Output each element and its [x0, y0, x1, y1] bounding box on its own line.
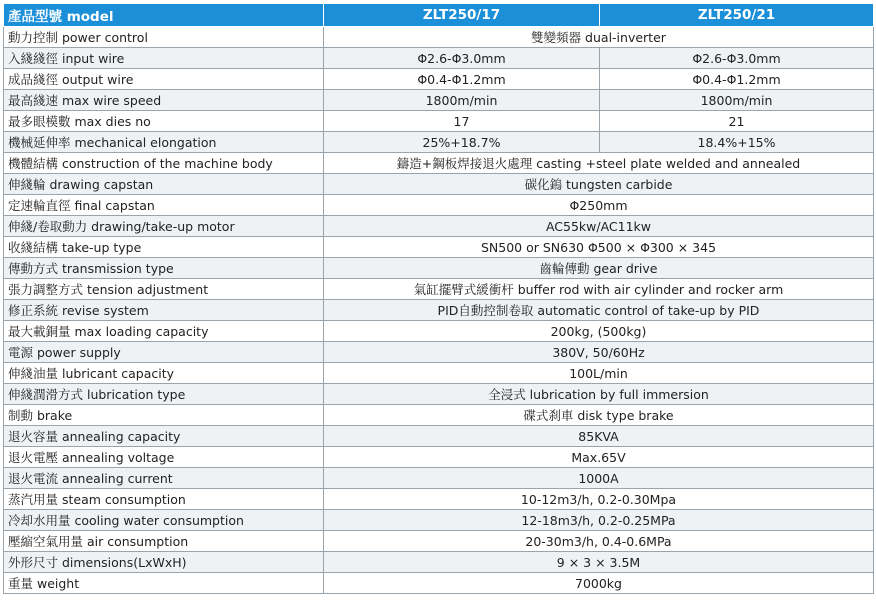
table-row [4, 426, 874, 447]
spec-value-shared: 碟式刹車 disk type brake [324, 405, 874, 426]
spec-label: 制動 brake [4, 405, 324, 426]
spec-label: 機體結構 construction of the machine body [4, 153, 324, 174]
spec-label: 傳動方式 transmission type [4, 258, 324, 279]
header-row [4, 4, 874, 27]
spec-value-shared: AC55kw/AC11kw [324, 216, 874, 237]
table-row [4, 489, 874, 510]
table-row [4, 468, 874, 489]
spec-value-b: Φ2.6-Φ3.0mm [600, 48, 874, 69]
spec-value-b: 21 [600, 111, 874, 132]
table-row [4, 237, 874, 258]
model-b-header: ZLT250/21 [600, 4, 874, 27]
spec-value-shared: 100L/min [324, 363, 874, 384]
model-a-header: ZLT250/17 [324, 4, 600, 27]
spec-value-shared: 1000A [324, 468, 874, 489]
spec-label: 冷却水用量 cooling water consumption [4, 510, 324, 531]
spec-value-shared: PID自動控制卷取 automatic control of take-up by PID [324, 300, 874, 321]
table-row [4, 153, 874, 174]
spec-label: 定速輪直徑 final capstan [4, 195, 324, 216]
table-row [4, 384, 874, 405]
spec-value-shared: 200kg, (500kg) [324, 321, 874, 342]
spec-value-shared: 12-18m3/h, 0.2-0.25MPa [324, 510, 874, 531]
spec-value-a: 17 [324, 111, 600, 132]
spec-value-a: 1800m/min [324, 90, 600, 111]
spec-value-shared: Max.65V [324, 447, 874, 468]
spec-label: 修正系統 revise system [4, 300, 324, 321]
table-row [4, 195, 874, 216]
table-row [4, 48, 874, 69]
spec-value-shared: 20-30m3/h, 0.4-0.6MPa [324, 531, 874, 552]
spec-label: 入綫綫徑 input wire [4, 48, 324, 69]
spec-label: 伸綫輪 drawing capstan [4, 174, 324, 195]
spec-value-shared: 碳化鎢 tungsten carbide [324, 174, 874, 195]
spec-value-shared: Φ250mm [324, 195, 874, 216]
spec-label: 重量 weight [4, 573, 324, 594]
table-row [4, 132, 874, 153]
spec-table [3, 3, 874, 594]
table-row [4, 300, 874, 321]
spec-label: 壓縮空氣用量 air consumption [4, 531, 324, 552]
spec-value-shared: 9 × 3 × 3.5M [324, 552, 874, 573]
spec-body [4, 27, 874, 594]
spec-label: 電源 power supply [4, 342, 324, 363]
spec-value-shared: 鑄造+鋼板焊接退火處理 casting +steel plate welded and annealed [324, 153, 874, 174]
spec-value-shared: 齒輪傳動 gear drive [324, 258, 874, 279]
spec-value-shared: SN500 or SN630 Φ500 × Φ300 × 345 [324, 237, 874, 258]
spec-label: 成品綫徑 output wire [4, 69, 324, 90]
spec-value-b: Φ0.4-Φ1.2mm [600, 69, 874, 90]
table-row [4, 90, 874, 111]
table-row [4, 279, 874, 300]
table-row [4, 111, 874, 132]
spec-value-shared: 10-12m3/h, 0.2-0.30Mpa [324, 489, 874, 510]
table-row [4, 447, 874, 468]
table-row [4, 321, 874, 342]
spec-label: 退火容量 annealing capacity [4, 426, 324, 447]
spec-value-shared: 雙變頻器 dual-inverter [324, 27, 874, 48]
table-row [4, 363, 874, 384]
spec-value-b: 18.4%+15% [600, 132, 874, 153]
spec-value-shared: 氣缸擺臂式緩衝杆 buffer rod with air cylinder and rocker arm [324, 279, 874, 300]
table-row [4, 258, 874, 279]
spec-label: 最多眼模數 max dies no [4, 111, 324, 132]
table-row [4, 342, 874, 363]
table-row [4, 510, 874, 531]
spec-label: 伸綫/卷取動力 drawing/take-up motor [4, 216, 324, 237]
spec-label: 伸綫油量 lubricant capacity [4, 363, 324, 384]
spec-label: 蒸汽用量 steam consumption [4, 489, 324, 510]
spec-label: 退火電流 annealing current [4, 468, 324, 489]
table-row [4, 27, 874, 48]
spec-value-a: Φ0.4-Φ1.2mm [324, 69, 600, 90]
spec-label: 最大載銅量 max loading capacity [4, 321, 324, 342]
table-row [4, 216, 874, 237]
table-row [4, 552, 874, 573]
spec-value-shared: 7000kg [324, 573, 874, 594]
spec-value-a: 25%+18.7% [324, 132, 600, 153]
spec-label: 外形尺寸 dimensions(LxWxH) [4, 552, 324, 573]
spec-value-b: 1800m/min [600, 90, 874, 111]
table-row [4, 69, 874, 90]
spec-label: 收綫結構 take-up type [4, 237, 324, 258]
spec-value-a: Φ2.6-Φ3.0mm [324, 48, 600, 69]
table-row [4, 573, 874, 594]
spec-value-shared: 全浸式 lubrication by full immersion [324, 384, 874, 405]
spec-label: 退火電壓 annealing voltage [4, 447, 324, 468]
spec-label: 伸綫潤滑方式 lubrication type [4, 384, 324, 405]
spec-label: 動力控制 power control [4, 27, 324, 48]
spec-value-shared: 380V, 50/60Hz [324, 342, 874, 363]
table-row [4, 405, 874, 426]
spec-label: 機械延伸率 mechanical elongation [4, 132, 324, 153]
spec-label: 張力調整方式 tension adjustment [4, 279, 324, 300]
spec-label: 最高綫速 max wire speed [4, 90, 324, 111]
model-label-header: 產品型號 model [4, 4, 324, 27]
spec-value-shared: 85KVA [324, 426, 874, 447]
table-row [4, 531, 874, 552]
table-row [4, 174, 874, 195]
